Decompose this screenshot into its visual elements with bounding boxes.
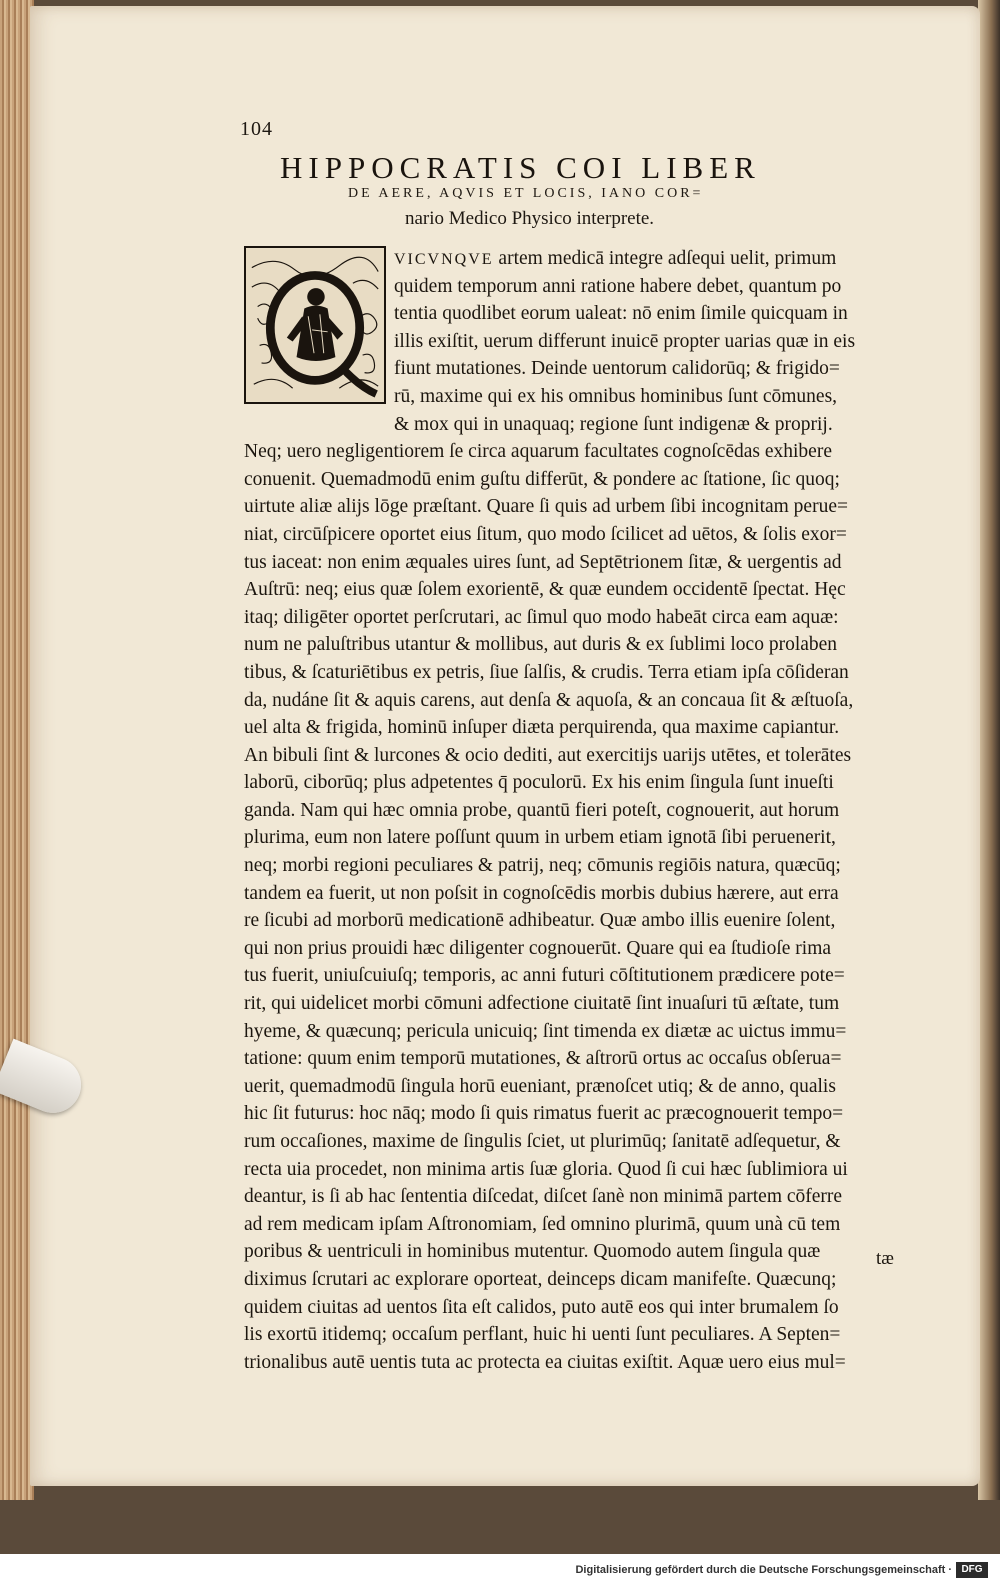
text-line: & mox qui in unaquaq; regione ſunt indigenæ & proprij. — [394, 413, 833, 435]
text-line: itaq; diligēter oportet perſcrutari, ac ſimul quo modo habeāt circa eam aquæ: — [244, 606, 839, 628]
text-line: tus iaceat: non enim æquales uires ſunt, ad Septētrionem ſitæ, & uergentis ad — [244, 551, 842, 573]
text-line: qui non prius prouidi hæc diligenter cognouerūt. Quare qui ea ſtudioſe rima — [244, 937, 832, 959]
text-line: rū, maxime qui ex his omnibus hominibus ſunt cōmunes, — [394, 385, 838, 407]
text-line: rum occaſiones, maxime de ſingulis ſciet, ut plurimūq; ſanitatē adſequetur, & — [244, 1131, 841, 1152]
text-line: tentia quodlibet eorum ualeat: nō enim ſimile quicquam in — [394, 303, 848, 325]
book-edge-left — [0, 0, 34, 1500]
text-line: neq; morbi regioni peculiares & patrij, neq; cōmunis regiōis natura, quæcūq; — [244, 855, 841, 877]
text-line: Neq; uero negligentiorem ſe circa aquarum facultates cognoſcēdas exhibere — [244, 441, 832, 463]
footer-credit: Digitalisierung gefördert durch die Deutsche Forschungsgemeinschaft · — [575, 1564, 952, 1576]
text-line: An bibuli ſint & lurcones & ocio dediti, aut exercitijs uarijs utētes, et tolerātes — [244, 744, 852, 766]
text-line: deantur, is ſi ab hac ſententia diſcedat, diſcet ſanè non minimā partem cōferre — [244, 1186, 843, 1208]
text-line: tus fuerit, uniuſcuiuſq; temporis, ac anni futuri cōſtitutionem prædicere pote= — [244, 965, 845, 987]
text-line: da, nudáne ſit & aquis carens, aut denſa & aquoſa, & an concaua ſit & æſtuoſa, — [244, 689, 854, 711]
text-line: recta uia procedet, non minima artis ſuæ gloria. Quod ſi cui hæc ſublimiora ui — [244, 1158, 848, 1180]
text-line: niat, circūſpicere oportet eius ſitum, quo modo ſcilicet ad uētos, & ſolis exor= — [244, 523, 847, 545]
text-line: tibus, & ſcaturiētibus ex petris, ſiue ſalſis, & crudis. Terra etiam ipſa cōſideran — [244, 661, 849, 683]
text-line: quidem ciuitas ad uentos ſita eſt calidos, puto autē eos qui inter brumalem ſo — [244, 1296, 839, 1318]
body-text — [244, 245, 904, 1376]
subtitle-line-1: DE AERE, AQVIS ET LOCIS, IANO COR= — [348, 186, 704, 201]
text-line: hyeme, & quæcunq; pericula unicuiq; ſint timenda ex diætæ ac uictus immu= — [244, 1020, 847, 1042]
text-line: Auſtrū: neq; eius quæ ſolem exorientē, & quæ eundem occidentē ſpectat. Hęc — [244, 579, 846, 601]
text-line: uel alta & frigida, hominū inſuper diæta perquirenda, qua maxime capiantur. — [244, 717, 840, 739]
text-line: quidem temporum anni ratione habere debet, quantum po — [394, 275, 842, 297]
text-line: uerit, quemadmodū ſingula horū eueniant, prænoſcet utiq; & de anno, qualis — [244, 1075, 836, 1097]
page-title: HIPPOCRATIS COI LIBER — [280, 150, 761, 185]
text-line: fiunt mutationes. Deinde uentorum calidorūq; & frigido= — [394, 358, 840, 380]
catchword: tæ — [876, 1248, 894, 1269]
text-line: ad rem medicam ipſam Aſtronomiam, ſed omnino plurimā, quum unà cū tem — [244, 1213, 841, 1235]
decorated-initial-q — [244, 246, 386, 404]
text-line: hic ſit futurus: hoc nāq; modo ſi quis rimatus fuerit ac præcognouerit tempo= — [244, 1103, 844, 1125]
footer-bar — [0, 1554, 1000, 1584]
text-line: re ſicubi ad morborū medicationē adhibeatur. Quæ ambo illis euenire ſolent, — [244, 910, 836, 932]
text-line: illis exiſtit, uerum differunt inuicē propter uarias quæ in eis — [394, 330, 856, 352]
text-line: rit, qui uidelicet morbi cōmuni adfectione ciuitatē ſint inuaſuri tū æſtate, tum — [244, 993, 840, 1015]
text-line: trionalibus autē uentis tuta ac protecta ea ciuitas exiſtit. Aquæ uero eius mul= — [244, 1351, 846, 1373]
woodcut-figure-icon — [246, 248, 384, 402]
text-line: tatione: quum enim temporū mutationes, & aſtrorū ortus ac occaſus obſerua= — [244, 1048, 842, 1070]
text-line: tandem ea fuerit, ut non poſsit in cognoſcēdis morbis dubius hærere, aut erra — [244, 882, 839, 904]
text-line: plurima, eum non latere poſſunt quum in urbem etiam ignotā ſibi peruenerit, — [244, 827, 836, 849]
text-line: num ne paluſtribus utantur & mollibus, aut duris & ex ſublimi loco prolaben — [244, 634, 838, 656]
text-line: uirtute aliæ alijs lōge præſtant. Quare ſi quis ad urbem ſibi incognitam perue= — [244, 496, 848, 518]
text-line: ganda. Nam qui hæc omnia probe, quantū fieri poteſt, cognouerit, aut horum — [244, 799, 840, 821]
text-line: lis exortū itidemq; occaſum perflant, huic hi uenti ſunt peculiares. A Septen= — [244, 1324, 841, 1346]
text-line: diximus ſcrutari ac explorare oporteat, deinceps dicam manifeſte. Quæcunq; — [244, 1268, 837, 1290]
book-edge-right — [978, 0, 1000, 1500]
text-line: laborū, ciborūq; plus adpetentes q̄ poculorū. Ex his enim ſingula ſunt inueſti — [244, 772, 834, 794]
text-line: conuenit. Quemadmodū enim guſtu differūt, & pondere ac ſtatione, ſic quoq; — [244, 468, 840, 490]
first-word: VICVNQVE — [394, 251, 494, 268]
dfg-logo: DFG — [956, 1562, 988, 1578]
text-line-0: VICVNQVE artem medicā integre adſequi uelit, primum — [394, 248, 837, 269]
subtitle-line-2: nario Medico Physico interprete. — [405, 208, 655, 229]
page-number: 104 — [240, 118, 273, 140]
text-line: poribus & uentriculi in hominibus mutentur. Quomodo autem ſingula quæ — [244, 1241, 821, 1263]
